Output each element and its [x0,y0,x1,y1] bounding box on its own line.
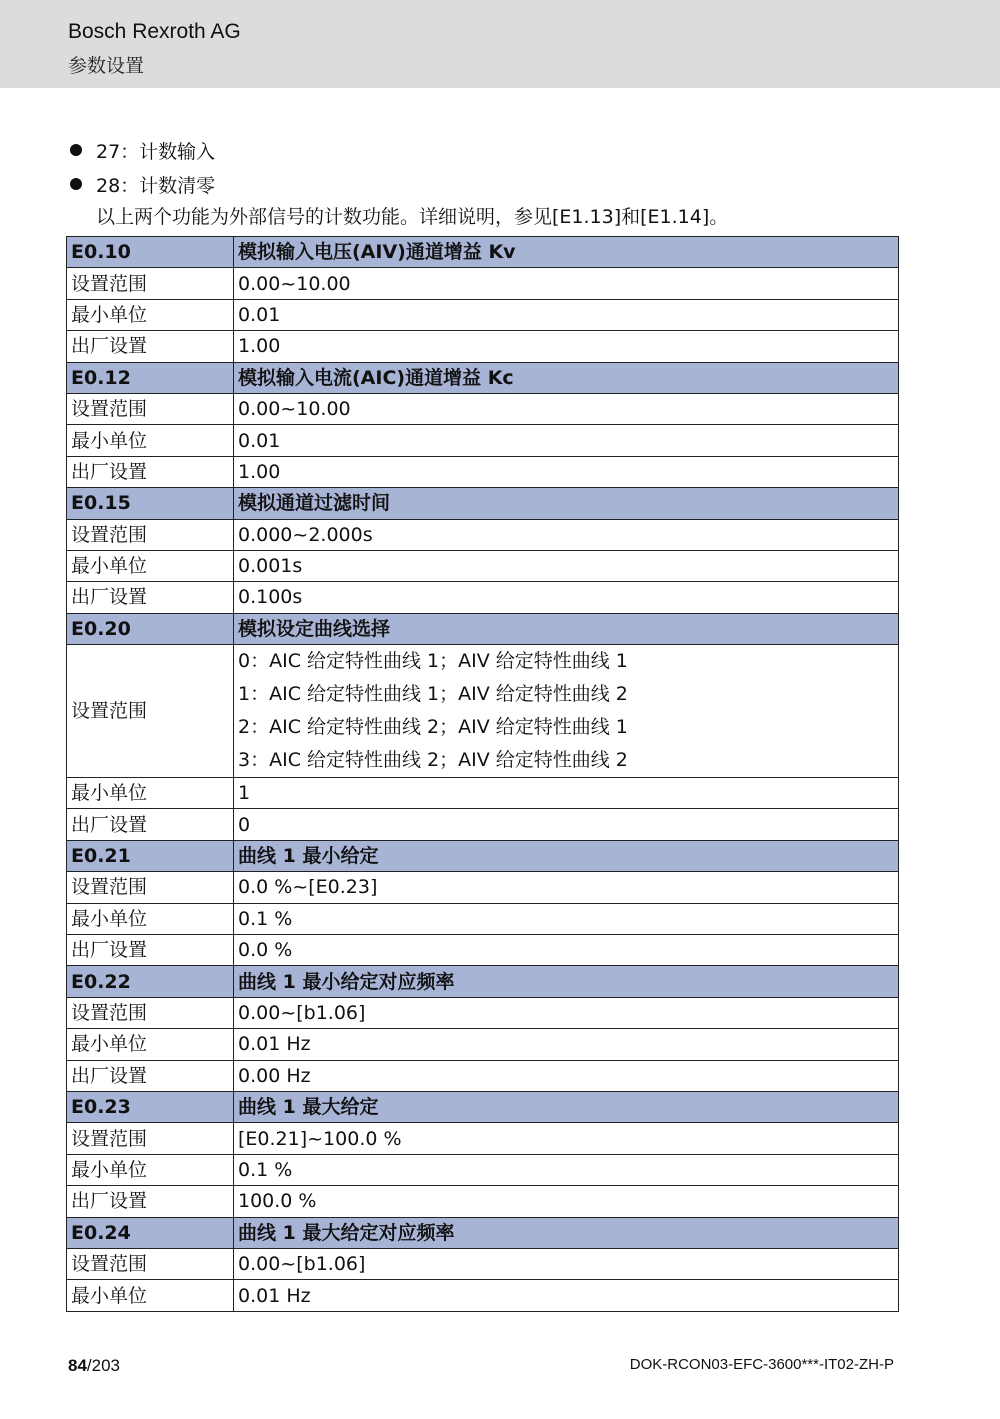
row-value: 0 [234,809,899,840]
row-label: 设置范围 [67,645,234,778]
page-current: 84 [68,1356,87,1375]
param-header-row [67,1217,899,1248]
row-label: 设置范围 [67,1248,234,1279]
param-code: E0.12 [67,362,234,393]
table-row [67,1154,899,1185]
table-row [67,268,899,299]
page-header [0,0,1000,88]
page-number [68,1356,120,1376]
param-header-row [67,1091,899,1122]
param-header-row [67,613,899,644]
param-name: 模拟输入电流(AIC)通道增益 Kc [234,362,899,393]
table-row [67,331,899,362]
row-value: 0.00~10.00 [234,393,899,424]
table-row [67,903,899,934]
document-id: DOK-RCON03-EFC-3600***-IT02-ZH-P [629,1356,894,1373]
param-code: E0.24 [67,1217,234,1248]
table-row [67,872,899,903]
row-value: 0.0 % [234,935,899,966]
param-code: E0.20 [67,613,234,644]
row-label: 出厂设置 [67,331,234,362]
table-row [67,550,899,581]
bullet-icon [70,178,82,190]
row-value: 0.01 Hz [234,1280,899,1311]
param-header-row [67,840,899,871]
row-label: 最小单位 [67,1029,234,1060]
row-value: 0.100s [234,582,899,613]
param-code: E0.10 [67,237,234,268]
row-value: 0.1 % [234,903,899,934]
row-label: 最小单位 [67,550,234,581]
row-label: 设置范围 [67,997,234,1028]
row-value: 0.01 [234,425,899,456]
option-line: 1：AIC 给定特性曲线 1；AIV 给定特性曲线 2 [238,683,628,706]
table-row [67,299,899,330]
bullet-text: 27：计数输入 [96,140,216,163]
param-name: 模拟通道过滤时间 [234,488,899,519]
row-value: [E0.21]~100.0 % [234,1123,899,1154]
section-title: 参数设置 [68,55,145,77]
table-row [67,645,899,778]
table-row [67,519,899,550]
table-row [67,582,899,613]
row-value: 0.01 Hz [234,1029,899,1060]
table-row [67,1123,899,1154]
row-label: 出厂设置 [67,1186,234,1217]
param-header-row [67,362,899,393]
parameter-table [66,236,899,1312]
row-value-multiline [234,645,899,778]
row-label: 最小单位 [67,425,234,456]
bullet-list [68,133,928,201]
table-row [67,997,899,1028]
param-header-row [67,488,899,519]
param-name: 模拟输入电压(AIV)通道增益 Kv [234,237,899,268]
row-label: 设置范围 [67,268,234,299]
intro-paragraph: 以上两个功能为外部信号的计数功能。详细说明，参见[E1.13]和[E1.14]。 [96,206,729,228]
param-header-row [67,237,899,268]
list-item [68,167,928,201]
table-row [67,1280,899,1311]
table-row [67,425,899,456]
option-line: 2：AIC 给定特性曲线 2；AIV 给定特性曲线 1 [238,716,628,739]
param-code: E0.21 [67,840,234,871]
row-value: 0.001s [234,550,899,581]
row-label: 出厂设置 [67,935,234,966]
row-value: 0.00~[b1.06] [234,1248,899,1279]
page-total: /203 [86,1356,121,1375]
row-label: 出厂设置 [67,1060,234,1091]
param-header-row [67,966,899,997]
table-row [67,1029,899,1060]
row-label: 最小单位 [67,1154,234,1185]
row-label: 最小单位 [67,299,234,330]
table-row [67,393,899,424]
row-label: 设置范围 [67,1123,234,1154]
param-name: 曲线 1 最小给定 [234,840,899,871]
company-name: Bosch Rexroth AG [68,20,241,43]
row-value: 100.0 % [234,1186,899,1217]
row-value: 0.00~[b1.06] [234,997,899,1028]
table-row [67,1186,899,1217]
row-label: 出厂设置 [67,582,234,613]
row-label: 设置范围 [67,519,234,550]
row-value: 0.00~10.00 [234,268,899,299]
table-row [67,778,899,809]
param-code: E0.15 [67,488,234,519]
param-name: 模拟设定曲线选择 [234,613,899,644]
option-line: 0：AIC 给定特性曲线 1；AIV 给定特性曲线 1 [238,650,628,673]
table-row [67,1060,899,1091]
row-label: 设置范围 [67,393,234,424]
row-label: 出厂设置 [67,456,234,487]
bullet-text: 28：计数清零 [96,174,216,197]
param-name: 曲线 1 最大给定 [234,1091,899,1122]
bullet-icon [70,144,82,156]
table-row [67,1248,899,1279]
row-label: 设置范围 [67,872,234,903]
row-value: 0.0 %~[E0.23] [234,872,899,903]
param-name: 曲线 1 最大给定对应频率 [234,1217,899,1248]
row-label: 最小单位 [67,903,234,934]
row-value: 0.000~2.000s [234,519,899,550]
list-item [68,133,928,167]
option-line: 3：AIC 给定特性曲线 2；AIV 给定特性曲线 2 [238,749,628,772]
row-value: 1 [234,778,899,809]
row-value: 0.1 % [234,1154,899,1185]
row-label: 最小单位 [67,778,234,809]
table-row [67,935,899,966]
param-code: E0.23 [67,1091,234,1122]
param-code: E0.22 [67,966,234,997]
param-name: 曲线 1 最小给定对应频率 [234,966,899,997]
row-value: 1.00 [234,331,899,362]
row-value: 0.00 Hz [234,1060,899,1091]
row-label: 最小单位 [67,1280,234,1311]
table-row [67,456,899,487]
row-value: 0.01 [234,299,899,330]
table-row [67,809,899,840]
row-value: 1.00 [234,456,899,487]
row-label: 出厂设置 [67,809,234,840]
